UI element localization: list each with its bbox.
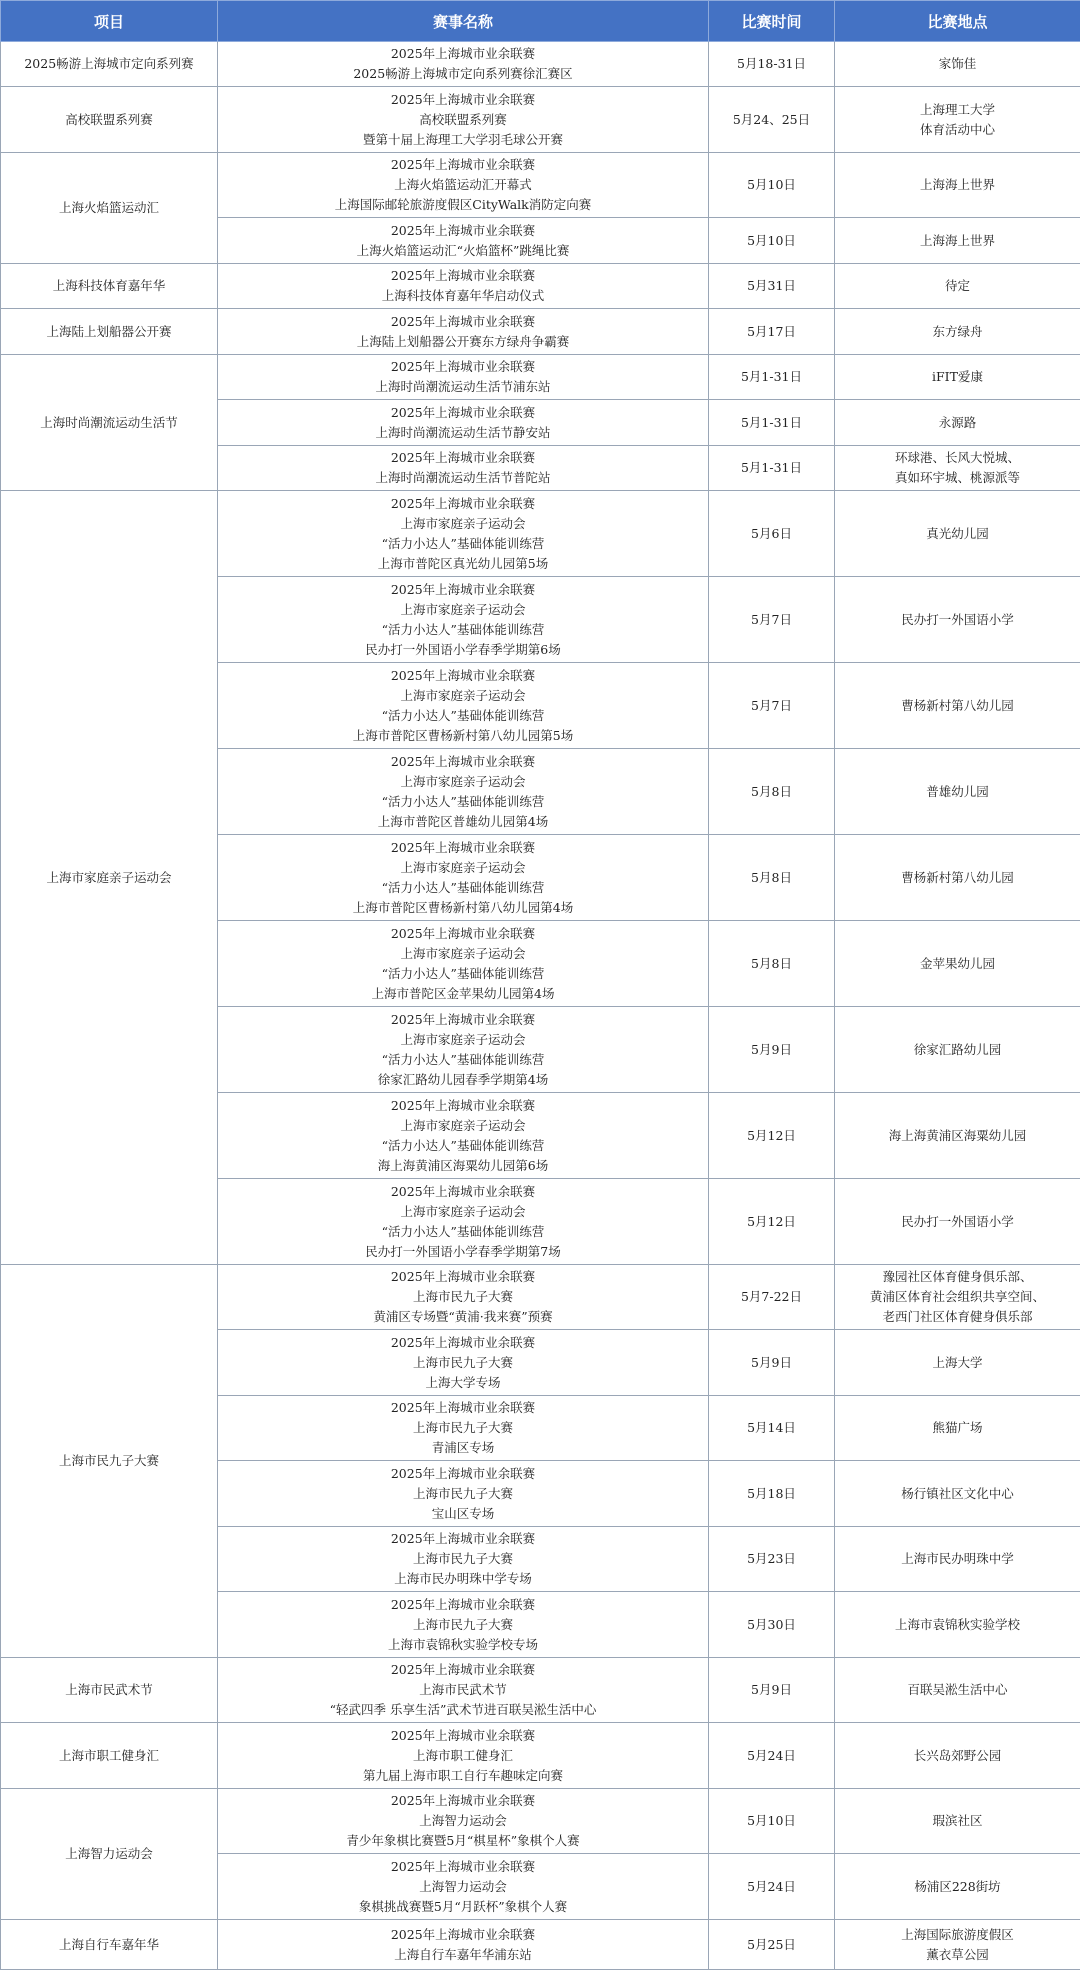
- venue-line: 熊猫广场: [839, 1418, 1076, 1438]
- time-cell: 5月17日: [709, 309, 835, 355]
- event-name-line: “活力小达人”基础体能训练营: [222, 878, 704, 898]
- event-name-line: “活力小达人”基础体能训练营: [222, 706, 704, 726]
- project-cell: 上海自行车嘉年华: [1, 1920, 218, 1970]
- venue-line: 金苹果幼儿园: [839, 954, 1076, 974]
- event-name-cell: [218, 1527, 709, 1592]
- event-name-cell: [218, 1179, 709, 1265]
- venue-line: 杨浦区228街坊: [839, 1877, 1076, 1897]
- event-name-line: 上海火焰篮运动汇“火焰篮杯”跳绳比赛: [222, 241, 704, 261]
- event-name-line: 2025年上海城市业余联赛: [222, 1010, 704, 1030]
- event-name-line: 上海市民九子大赛: [222, 1549, 704, 1569]
- event-name-cell: [218, 663, 709, 749]
- event-name-line: “活力小达人”基础体能训练营: [222, 620, 704, 640]
- event-name-line: 上海市普陀区真光幼儿园第5场: [222, 554, 704, 574]
- event-name-cell: [218, 491, 709, 577]
- header-row: [1, 1, 1080, 42]
- event-name-line: 上海市家庭亲子运动会: [222, 1116, 704, 1136]
- venue-line: 永源路: [839, 413, 1076, 433]
- time-cell: 5月30日: [709, 1592, 835, 1658]
- time-cell: 5月23日: [709, 1527, 835, 1592]
- table-row: [1, 1658, 1080, 1723]
- header-time: 比赛时间: [709, 1, 835, 42]
- event-name-cell: [218, 1265, 709, 1330]
- event-name-line: “活力小达人”基础体能训练营: [222, 1136, 704, 1156]
- venue-line: 民办打一外国语小学: [839, 610, 1076, 630]
- event-name-line: 高校联盟系列赛: [222, 110, 704, 130]
- venue-cell: [835, 264, 1080, 309]
- venue-line: 上海大学: [839, 1353, 1076, 1373]
- project-cell: 上海市家庭亲子运动会: [1, 491, 218, 1265]
- venue-cell: [835, 309, 1080, 355]
- event-name-line: 第九届上海市职工自行车趣味定向赛: [222, 1766, 704, 1786]
- event-name-line: 上海大学专场: [222, 1373, 704, 1393]
- time-cell: 5月1-31日: [709, 446, 835, 491]
- event-name-cell: [218, 218, 709, 264]
- event-name-line: 2025年上海城市业余联赛: [222, 266, 704, 286]
- event-name-line: “活力小达人”基础体能训练营: [222, 792, 704, 812]
- time-cell: 5月18日: [709, 1461, 835, 1527]
- event-name-line: 黄浦区专场暨“黄浦·我来赛”预赛: [222, 1307, 704, 1327]
- event-name-line: 2025年上海城市业余联赛: [222, 1857, 704, 1877]
- time-cell: 5月7日: [709, 577, 835, 663]
- venue-cell: [835, 1854, 1080, 1920]
- event-name-line: 2025年上海城市业余联赛: [222, 357, 704, 377]
- time-cell: 5月24、25日: [709, 87, 835, 153]
- venue-line: 东方绿舟: [839, 322, 1076, 342]
- venue-cell: [835, 1527, 1080, 1592]
- event-name-line: 上海市民九子大赛: [222, 1287, 704, 1307]
- table-row: [1, 153, 1080, 218]
- venue-cell: [835, 1723, 1080, 1789]
- event-name-line: 2025年上海城市业余联赛: [222, 221, 704, 241]
- time-cell: 5月24日: [709, 1723, 835, 1789]
- event-name-line: 民办打一外国语小学春季学期第7场: [222, 1242, 704, 1262]
- table-row: [1, 1265, 1080, 1330]
- event-name-line: “活力小达人”基础体能训练营: [222, 1050, 704, 1070]
- event-name-line: 上海时尚潮流运动生活节浦东站: [222, 377, 704, 397]
- event-name-line: 2025年上海城市业余联赛: [222, 1925, 704, 1945]
- event-name-line: “活力小达人”基础体能训练营: [222, 964, 704, 984]
- time-cell: 5月10日: [709, 218, 835, 264]
- venue-line: 长兴岛郊野公园: [839, 1746, 1076, 1766]
- event-name-line: 2025年上海城市业余联赛: [222, 44, 704, 64]
- event-name-cell: [218, 577, 709, 663]
- event-name-line: 2025年上海城市业余联赛: [222, 403, 704, 423]
- venue-line: 徐家汇路幼儿园: [839, 1040, 1076, 1060]
- project-cell: 2025畅游上海城市定向系列赛: [1, 42, 218, 87]
- time-cell: 5月8日: [709, 835, 835, 921]
- event-name-line: 上海市职工健身汇: [222, 1746, 704, 1766]
- venue-cell: [835, 1789, 1080, 1854]
- venue-line: 待定: [839, 276, 1076, 296]
- event-name-line: “轻武四季 乐享生活”武术节进百联吴淞生活中心: [222, 1700, 704, 1720]
- event-name-cell: [218, 1330, 709, 1396]
- event-name-line: 2025年上海城市业余联赛: [222, 1182, 704, 1202]
- venue-cell: [835, 1461, 1080, 1527]
- event-name-cell: [218, 1789, 709, 1854]
- venue-line: 家饰佳: [839, 54, 1076, 74]
- venue-line: 上海市袁锦秋实验学校: [839, 1615, 1076, 1635]
- time-cell: 5月9日: [709, 1330, 835, 1396]
- venue-line: 老西门社区体育健身俱乐部: [839, 1307, 1076, 1327]
- venue-cell: [835, 577, 1080, 663]
- project-cell: 高校联盟系列赛: [1, 87, 218, 153]
- event-name-cell: [218, 1592, 709, 1658]
- event-name-cell: [218, 1920, 709, 1970]
- venue-line: 体育活动中心: [839, 120, 1076, 140]
- header-event-name: 赛事名称: [218, 1, 709, 42]
- venue-cell: [835, 1265, 1080, 1330]
- event-name-line: 2025畅游上海城市定向系列赛徐汇赛区: [222, 64, 704, 84]
- time-cell: 5月7日: [709, 663, 835, 749]
- table-row: [1, 1723, 1080, 1789]
- event-name-cell: [218, 1007, 709, 1093]
- venue-cell: [835, 218, 1080, 264]
- event-name-line: 上海市普陀区普雄幼儿园第4场: [222, 812, 704, 832]
- event-name-line: 上海智力运动会: [222, 1877, 704, 1897]
- header-project: 项目: [1, 1, 218, 42]
- venue-cell: [835, 749, 1080, 835]
- table-row: [1, 355, 1080, 400]
- event-name-line: 2025年上海城市业余联赛: [222, 312, 704, 332]
- venue-line: 真光幼儿园: [839, 524, 1076, 544]
- time-cell: 5月14日: [709, 1396, 835, 1461]
- event-name-line: 2025年上海城市业余联赛: [222, 924, 704, 944]
- venue-line: 瑕滨社区: [839, 1811, 1076, 1831]
- event-name-line: 上海自行车嘉年华浦东站: [222, 1945, 704, 1965]
- event-name-line: 上海市家庭亲子运动会: [222, 514, 704, 534]
- project-cell: 上海科技体育嘉年华: [1, 264, 218, 309]
- event-name-line: 青浦区专场: [222, 1438, 704, 1458]
- project-cell: 上海时尚潮流运动生活节: [1, 355, 218, 491]
- event-name-line: 宝山区专场: [222, 1504, 704, 1524]
- venue-cell: [835, 446, 1080, 491]
- venue-cell: [835, 491, 1080, 577]
- event-name-line: 2025年上海城市业余联赛: [222, 1096, 704, 1116]
- event-name-cell: [218, 1723, 709, 1789]
- time-cell: 5月8日: [709, 921, 835, 1007]
- event-name-line: 2025年上海城市业余联赛: [222, 580, 704, 600]
- venue-line: 豫园社区体育健身俱乐部、: [839, 1267, 1076, 1287]
- venue-line: 百联吴淞生活中心: [839, 1680, 1076, 1700]
- venue-cell: [835, 921, 1080, 1007]
- venue-cell: [835, 1330, 1080, 1396]
- event-name-cell: [218, 1854, 709, 1920]
- event-name-cell: [218, 1461, 709, 1527]
- venue-cell: [835, 1179, 1080, 1265]
- venue-line: 黄浦区体育社会组织共享空间、: [839, 1287, 1076, 1307]
- event-name-line: 上海市民武术节: [222, 1680, 704, 1700]
- event-name-cell: [218, 1658, 709, 1723]
- event-name-line: 2025年上海城市业余联赛: [222, 1267, 704, 1287]
- venue-line: 上海海上世界: [839, 175, 1076, 195]
- table-body: [1, 42, 1080, 1970]
- event-name-line: 2025年上海城市业余联赛: [222, 1726, 704, 1746]
- event-name-line: 上海市袁锦秋实验学校专场: [222, 1635, 704, 1655]
- event-name-line: 上海时尚潮流运动生活节静安站: [222, 423, 704, 443]
- venue-cell: [835, 1007, 1080, 1093]
- venue-line: iFIT爱康: [839, 367, 1076, 387]
- event-name-line: 2025年上海城市业余联赛: [222, 1464, 704, 1484]
- time-cell: 5月31日: [709, 264, 835, 309]
- event-name-line: 上海时尚潮流运动生活节普陀站: [222, 468, 704, 488]
- event-name-cell: [218, 264, 709, 309]
- event-name-line: 2025年上海城市业余联赛: [222, 752, 704, 772]
- event-name-cell: [218, 1093, 709, 1179]
- event-name-line: 上海市家庭亲子运动会: [222, 686, 704, 706]
- event-name-cell: [218, 400, 709, 446]
- table-row: [1, 264, 1080, 309]
- project-cell: 上海市职工健身汇: [1, 1723, 218, 1789]
- event-name-line: 上海市家庭亲子运动会: [222, 1030, 704, 1050]
- event-name-cell: [218, 749, 709, 835]
- venue-cell: [835, 663, 1080, 749]
- project-cell: 上海智力运动会: [1, 1789, 218, 1920]
- event-name-line: 上海市普陀区金苹果幼儿园第4场: [222, 984, 704, 1004]
- time-cell: 5月6日: [709, 491, 835, 577]
- event-name-line: 2025年上海城市业余联赛: [222, 90, 704, 110]
- event-name-line: 2025年上海城市业余联赛: [222, 1333, 704, 1353]
- table-row: [1, 87, 1080, 153]
- venue-cell: [835, 87, 1080, 153]
- event-name-line: 上海市家庭亲子运动会: [222, 772, 704, 792]
- venue-cell: [835, 400, 1080, 446]
- event-name-line: 民办打一外国语小学春季学期第6场: [222, 640, 704, 660]
- venue-cell: [835, 1093, 1080, 1179]
- event-name-line: 上海市民九子大赛: [222, 1353, 704, 1373]
- table-row: [1, 1920, 1080, 1970]
- table-row: [1, 42, 1080, 87]
- venue-cell: [835, 1592, 1080, 1658]
- venue-cell: [835, 355, 1080, 400]
- time-cell: 5月10日: [709, 1789, 835, 1854]
- venue-cell: [835, 1396, 1080, 1461]
- project-cell: 上海陆上划船器公开赛: [1, 309, 218, 355]
- venue-line: 杨行镇社区文化中心: [839, 1484, 1076, 1504]
- event-name-line: 上海市普陀区曹杨新村第八幼儿园第4场: [222, 898, 704, 918]
- event-name-line: 上海市家庭亲子运动会: [222, 944, 704, 964]
- event-name-cell: [218, 835, 709, 921]
- event-name-line: 上海智力运动会: [222, 1811, 704, 1831]
- event-name-line: 2025年上海城市业余联赛: [222, 1529, 704, 1549]
- time-cell: 5月7-22日: [709, 1265, 835, 1330]
- venue-cell: [835, 1658, 1080, 1723]
- venue-cell: [835, 42, 1080, 87]
- event-name-cell: [218, 153, 709, 218]
- event-name-line: 上海国际邮轮旅游度假区CityWalk消防定向赛: [222, 195, 704, 215]
- event-name-line: 暨第十届上海理工大学羽毛球公开赛: [222, 130, 704, 150]
- event-name-line: 上海科技体育嘉年华启动仪式: [222, 286, 704, 306]
- event-name-cell: [218, 1396, 709, 1461]
- event-name-line: 2025年上海城市业余联赛: [222, 448, 704, 468]
- time-cell: 5月9日: [709, 1007, 835, 1093]
- event-name-line: 2025年上海城市业余联赛: [222, 838, 704, 858]
- event-name-line: 象棋挑战赛暨5月“月跃杯”象棋个人赛: [222, 1897, 704, 1917]
- venue-line: 海上海黄浦区海粟幼儿园: [839, 1126, 1076, 1146]
- event-name-line: 2025年上海城市业余联赛: [222, 155, 704, 175]
- event-name-cell: [218, 42, 709, 87]
- event-name-line: 2025年上海城市业余联赛: [222, 1595, 704, 1615]
- venue-line: 普雄幼儿园: [839, 782, 1076, 802]
- project-cell: 上海市民武术节: [1, 1658, 218, 1723]
- event-name-line: 上海火焰篮运动汇开幕式: [222, 175, 704, 195]
- venue-line: 上海理工大学: [839, 100, 1076, 120]
- project-cell: 上海市民九子大赛: [1, 1265, 218, 1658]
- project-cell: 上海火焰篮运动汇: [1, 153, 218, 264]
- venue-cell: [835, 835, 1080, 921]
- table-row: [1, 1789, 1080, 1854]
- venue-cell: [835, 1920, 1080, 1970]
- table-row: [1, 491, 1080, 577]
- venue-line: 上海国际旅游度假区: [839, 1925, 1076, 1945]
- event-name-line: 2025年上海城市业余联赛: [222, 666, 704, 686]
- event-name-line: 2025年上海城市业余联赛: [222, 1791, 704, 1811]
- event-name-line: 2025年上海城市业余联赛: [222, 1398, 704, 1418]
- event-name-line: 上海市家庭亲子运动会: [222, 1202, 704, 1222]
- venue-line: 薰衣草公园: [839, 1945, 1076, 1965]
- event-name-cell: [218, 355, 709, 400]
- event-name-cell: [218, 87, 709, 153]
- event-name-line: 上海市家庭亲子运动会: [222, 858, 704, 878]
- time-cell: 5月8日: [709, 749, 835, 835]
- event-name-line: 上海市家庭亲子运动会: [222, 600, 704, 620]
- event-name-line: 上海陆上划船器公开赛东方绿舟争霸赛: [222, 332, 704, 352]
- event-name-cell: [218, 446, 709, 491]
- venue-line: 真如环宇城、桃源派等: [839, 468, 1076, 488]
- event-name-line: 青少年象棋比赛暨5月“棋星杯”象棋个人赛: [222, 1831, 704, 1851]
- time-cell: 5月10日: [709, 153, 835, 218]
- time-cell: 5月25日: [709, 1920, 835, 1970]
- event-name-line: 上海市民九子大赛: [222, 1615, 704, 1635]
- time-cell: 5月12日: [709, 1093, 835, 1179]
- event-name-line: 上海市普陀区曹杨新村第八幼儿园第5场: [222, 726, 704, 746]
- time-cell: 5月1-31日: [709, 355, 835, 400]
- venue-line: 环球港、长风大悦城、: [839, 448, 1076, 468]
- time-cell: 5月9日: [709, 1658, 835, 1723]
- event-name-line: “活力小达人”基础体能训练营: [222, 1222, 704, 1242]
- time-cell: 5月1-31日: [709, 400, 835, 446]
- venue-line: 上海海上世界: [839, 231, 1076, 251]
- venue-cell: [835, 153, 1080, 218]
- event-name-line: 上海市民办明珠中学专场: [222, 1569, 704, 1589]
- event-name-line: 海上海黄浦区海粟幼儿园第6场: [222, 1156, 704, 1176]
- event-name-line: 徐家汇路幼儿园春季学期第4场: [222, 1070, 704, 1090]
- event-name-cell: [218, 921, 709, 1007]
- event-name-cell: [218, 309, 709, 355]
- event-name-line: “活力小达人”基础体能训练营: [222, 534, 704, 554]
- event-name-line: 2025年上海城市业余联赛: [222, 494, 704, 514]
- event-name-line: 上海市民九子大赛: [222, 1484, 704, 1504]
- time-cell: 5月24日: [709, 1854, 835, 1920]
- time-cell: 5月18-31日: [709, 42, 835, 87]
- event-name-line: 上海市民九子大赛: [222, 1418, 704, 1438]
- table-row: [1, 309, 1080, 355]
- venue-line: 上海市民办明珠中学: [839, 1549, 1076, 1569]
- time-cell: 5月12日: [709, 1179, 835, 1265]
- venue-line: 曹杨新村第八幼儿园: [839, 868, 1076, 888]
- venue-line: 曹杨新村第八幼儿园: [839, 696, 1076, 716]
- event-name-line: 2025年上海城市业余联赛: [222, 1660, 704, 1680]
- venue-line: 民办打一外国语小学: [839, 1212, 1076, 1232]
- header-venue: 比赛地点: [835, 1, 1080, 42]
